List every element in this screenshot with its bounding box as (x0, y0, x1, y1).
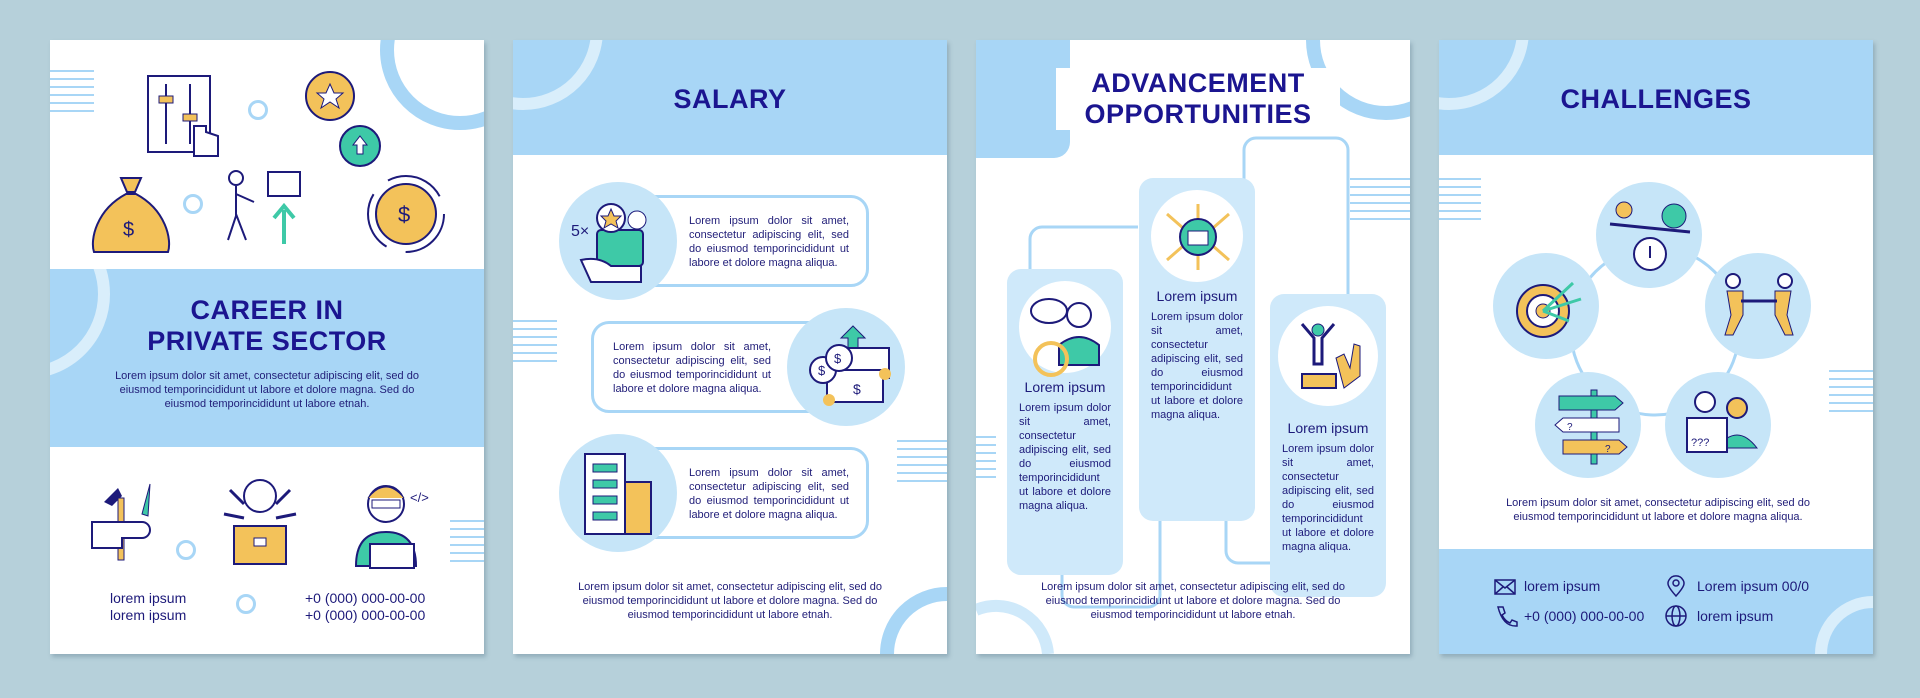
intro-text: Lorem ipsum dolor sit amet, consectetur adipiscing elit, sed do eiusmod temporincididunt ut labore et dolore magna. Sed do eiusmod temporincididunt ut labore etnah. (115, 370, 419, 410)
contact-phones: +0 (000) 000-00-00 +0 (000) 000-00-00 (305, 590, 426, 623)
tug-of-war-icon (1719, 271, 1799, 341)
hand-tools-icon (88, 478, 168, 568)
phone-icon (1495, 605, 1515, 627)
column-heading: Lorem ipsum (1024, 379, 1106, 395)
career-decision-icon (1029, 295, 1105, 365)
opportunity-column-2 (1139, 178, 1255, 521)
decorative-lines (976, 436, 996, 484)
career-stairs-icon (220, 164, 310, 254)
challenges-text: Lorem ipsum dolor sit amet, consectetur adipiscing elit, sed do eiusmod temporincididunt ut labore et dolore magna aliqua. (1506, 497, 1810, 523)
salary-text-3: Lorem ipsum dolor sit amet, consectetur adipiscing elit, sed do eiusmod temporincididunt ut labore et dolore magna aliqua. (689, 467, 849, 521)
footer-text: Lorem ipsum dolor sit amet, consectetur adipiscing elit, sed do eiusmod temporincididunt ut labore et dolore magna. Sed do eiusmod temporincididunt ut labore etnah. (1041, 581, 1345, 621)
decorative-lines (50, 70, 94, 118)
email-icon (1494, 579, 1516, 595)
contact-email: lorem ipsum (1524, 578, 1601, 594)
svg-text:?: ? (1567, 422, 1573, 433)
header-band (513, 40, 947, 155)
money-bag-icon (86, 170, 176, 260)
page-title: ADVANCEMENT OPPORTUNITIES (1056, 68, 1340, 130)
challenge-conflict (1705, 253, 1811, 359)
decorative-lines (1350, 178, 1410, 226)
slider-hand-icon (146, 74, 226, 164)
decorative-dot (183, 194, 203, 214)
challenge-balance (1596, 182, 1702, 288)
svg-text:$: $ (853, 381, 861, 397)
decorative-lines (897, 440, 947, 488)
page-title: CHALLENGES (1560, 84, 1752, 114)
contacts-band (1439, 549, 1873, 654)
opportunity-column-1 (1007, 269, 1123, 575)
svg-text:???: ??? (1691, 437, 1710, 449)
wallet-star-icon (571, 198, 671, 288)
brochure-page-challenges (1439, 40, 1873, 654)
column-text: Lorem ipsum dolor sit amet, consectetur adipiscing elit, sed do eiusmod temporincididunt ut labore et dolore magna aliqua. (1151, 311, 1243, 421)
decorative-lines (513, 320, 557, 368)
svg-text:$: $ (398, 202, 411, 227)
brochure-page-advancement (976, 40, 1410, 654)
svg-text:?: ? (1605, 444, 1611, 455)
decorative-arc (976, 596, 1056, 654)
salary-text-2: Lorem ipsum dolor sit amet, consectetur adipiscing elit, sed do eiusmod temporincididunt ut labore et dolore magna aliqua. (613, 341, 771, 395)
salary-text-1: Lorem ipsum dolor sit amet, consectetur adipiscing elit, sed do eiusmod temporincididunt ut labore et dolore magna aliqua. (689, 215, 849, 269)
schedule-question-icon (1677, 388, 1761, 468)
winner-podium-icon (1294, 322, 1368, 392)
challenge-direction (1535, 372, 1641, 478)
column-text: Lorem ipsum dolor sit amet, consectetur adipiscing elit, sed do eiusmod temporincididunt ut labore et dolore magna aliqua. (1282, 443, 1374, 553)
target-arrows-icon (1509, 269, 1585, 345)
globe-icon (1665, 605, 1687, 627)
decorative-dot (248, 100, 268, 120)
contact-web: lorem ipsum (1697, 608, 1774, 624)
brochure-page-career (50, 40, 484, 654)
svg-text:5×: 5× (571, 223, 590, 240)
svg-text:$: $ (123, 219, 135, 241)
column-heading: Lorem ipsum (1287, 420, 1369, 436)
page-title: CAREER IN PRIVATE SECTOR (147, 295, 387, 356)
decorative-dot (236, 594, 256, 614)
icon-circle (1019, 281, 1111, 373)
title-band (50, 269, 484, 447)
brochure-page-salary (513, 40, 947, 654)
buildings-icon (583, 452, 663, 542)
programmer-icon (350, 476, 450, 572)
briefcase-directions-icon (1163, 202, 1233, 272)
svg-text:$: $ (818, 363, 826, 378)
icon-circle (1278, 306, 1378, 406)
svg-text:$: $ (834, 351, 842, 366)
challenge-target (1493, 253, 1599, 359)
gears-star-icon (300, 66, 390, 176)
contact-phone: +0 (000) 000-00-00 (1524, 608, 1645, 624)
challenge-uncertainty (1665, 372, 1771, 478)
column-heading: Lorem ipsum (1156, 288, 1238, 304)
dollar-cycle-icon (362, 170, 452, 260)
multitasking-worker-icon (210, 474, 310, 574)
decorative-arc (380, 40, 484, 130)
icon-circle (1151, 190, 1243, 282)
balance-icon (1610, 198, 1690, 274)
footer-text: Lorem ipsum dolor sit amet, consectetur adipiscing elit, sed do eiusmod temporincididunt ut labore et dolore magna. Sed do eiusmod temporincididunt ut labore etnah. (578, 581, 882, 621)
page-title: SALARY (673, 84, 787, 114)
location-pin-icon (1667, 575, 1685, 597)
column-text: Lorem ipsum dolor sit amet, consectetur adipiscing elit, sed do eiusmod temporincididunt ut labore et dolore magna aliqua. (1019, 402, 1111, 512)
signpost-icon (1549, 386, 1629, 466)
decorative-arc (1813, 594, 1873, 654)
contact-address: Lorem ipsum 00/0 (1697, 578, 1810, 594)
decorative-dot (176, 540, 196, 560)
svg-text:</>: </> (410, 490, 429, 505)
contact-left: lorem ipsum lorem ipsum (110, 590, 187, 623)
opportunity-column-3 (1270, 294, 1386, 597)
money-growth-icon (803, 324, 903, 414)
decorative-arc (877, 584, 947, 654)
decorative-lines (450, 520, 484, 568)
